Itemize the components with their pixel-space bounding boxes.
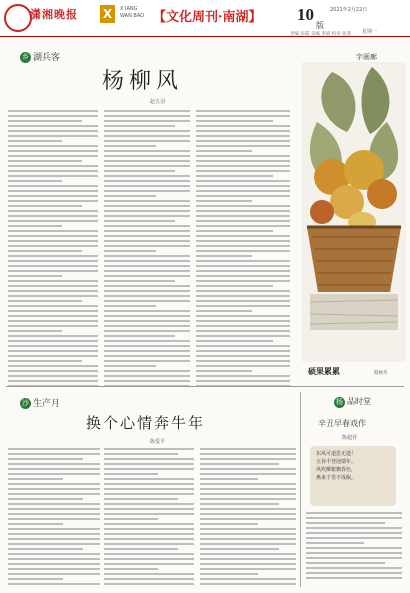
kicker-badge: 沙 — [22, 399, 29, 407]
bottom-article-col-2 — [104, 448, 194, 588]
top-article-title: 杨柳风 — [102, 69, 184, 94]
kicker-badge: 杨 — [336, 397, 343, 406]
poem-line: 燕来千里不成眠。 — [316, 475, 357, 481]
section-title: 【文化周刊·南湖】 — [153, 10, 262, 25]
top-article-col-2 — [104, 110, 190, 390]
page-suffix: 版 — [316, 21, 324, 30]
photo-caption: 硕果累累 — [308, 366, 340, 376]
bottom-article-byline: 陈爱平 — [150, 439, 166, 445]
bottom-article-col-3 — [200, 448, 296, 588]
pub-name-line1: X IANG — [120, 6, 138, 12]
newspaper-logo-icon — [4, 4, 32, 32]
pub-name — [120, 6, 144, 20]
poem-line: 东风可道思无遗！ — [316, 451, 357, 457]
kicker-text: 品时堂 — [347, 397, 371, 406]
poem-kicker — [334, 396, 371, 408]
bottom-article-kicker — [20, 396, 60, 409]
top-article-col-1 — [8, 110, 98, 390]
kicker-text: 湖兵客 — [33, 53, 61, 63]
top-article-col-3 — [196, 110, 290, 390]
issue-weekday: 星期一 — [362, 29, 378, 35]
photo-author: 殷秋华 — [374, 371, 388, 376]
bottom-article-col-1 — [8, 448, 100, 588]
fruit-basket-photo — [302, 62, 406, 362]
photo-corner-label: 宇画廊 — [356, 53, 377, 61]
kicker-badge: 乡 — [22, 53, 29, 61]
page-number: 10 — [297, 5, 314, 24]
editors-line: 责编 彭霞 美编 李斌 校对 张茜 — [290, 32, 352, 37]
column-divider — [300, 392, 301, 587]
poem-title: 辛丑早春戏作 — [318, 419, 366, 428]
logo-text: 潇湘晚报 — [30, 8, 78, 21]
kicker-text: 生产月 — [33, 399, 61, 409]
poem-line: 五谷丰登迎瑞年。 — [316, 459, 357, 465]
x-mark-icon: X — [100, 5, 115, 23]
pub-name-line2: WAN BAO — [120, 13, 145, 19]
masthead — [0, 0, 410, 37]
issue-date: 2021年2月22日 — [330, 7, 368, 13]
section-divider — [6, 386, 404, 387]
top-article-kicker — [20, 50, 60, 63]
bottom-article-title: 换个心情奔牛年 — [86, 414, 206, 432]
poem-author: 陈超祥 — [342, 435, 358, 441]
poem-lines — [316, 450, 356, 482]
top-article-byline: 赵五羽 — [150, 99, 166, 105]
poem-notes — [306, 512, 402, 582]
poem-line: 风吹柳絮飘春色， — [316, 467, 357, 473]
